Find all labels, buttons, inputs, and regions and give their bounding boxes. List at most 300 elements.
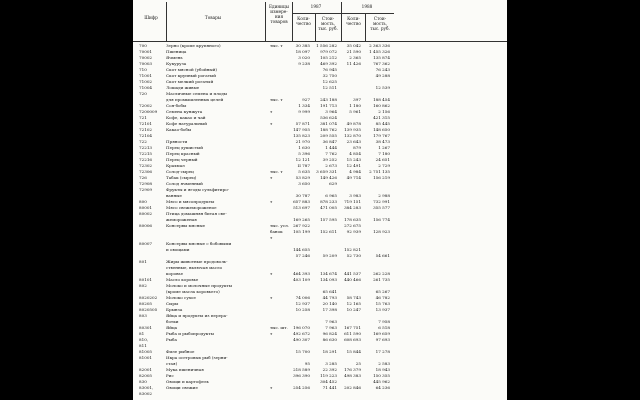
table-row <box>133 91 507 97</box>
table-row <box>133 349 507 355</box>
table-row <box>133 127 507 133</box>
cell-q88: 178 635 <box>344 217 361 222</box>
cell-code: 82001 <box>139 367 153 372</box>
cell-name: Скот крупный рогатый <box>166 73 216 78</box>
cell-name: коровье <box>166 271 184 276</box>
cell-name: Икра осетровых рыб (зерни- <box>166 355 228 360</box>
cell-v88: 24 651 <box>375 157 390 162</box>
cell-code: 710 <box>139 67 147 72</box>
cell-v87: 3 659 331 <box>316 169 337 174</box>
table-row <box>133 331 507 337</box>
cell-name: Птица домашняя битая све- <box>166 211 227 216</box>
header-value-1988: Стои- мость, тыс. руб. <box>370 16 390 31</box>
cell-q87: 95 <box>304 361 310 366</box>
cell-v87: 536 624 <box>320 115 337 120</box>
cell-name: ботки <box>166 319 179 324</box>
cell-code: 80002 <box>139 211 153 216</box>
table-row <box>133 139 507 145</box>
cell-v87: 36 847 <box>322 139 337 144</box>
table-row <box>133 199 507 205</box>
cell-v88: 2 729 <box>378 163 390 168</box>
cell-name: Солод-сырец <box>166 169 194 174</box>
cell-q88: 21 590 <box>346 49 361 54</box>
cell-code: 830 <box>139 379 147 384</box>
cell-name: Кофе, какао и чай <box>166 115 206 120</box>
table-row <box>133 85 507 91</box>
cell-v87: 76 945 <box>322 67 337 72</box>
table-row <box>133 157 507 163</box>
cell-unit: т <box>270 235 273 240</box>
cell-q88: 608 693 <box>344 337 361 342</box>
table-row <box>133 367 507 373</box>
cell-code: 72101 <box>139 121 153 126</box>
table-row <box>133 319 507 325</box>
cell-code: 72104 <box>139 133 153 138</box>
cell-name: Ячмень <box>166 55 183 60</box>
cell-q88: 4 984 <box>349 169 361 174</box>
cell-v88: 12 539 <box>375 85 390 90</box>
cell-name: Жиры животные продоволь- <box>166 259 228 264</box>
cell-q87: 3 650 <box>298 181 310 186</box>
table-row <box>133 73 507 79</box>
cell-q87: 5 635 <box>298 169 310 174</box>
table-header <box>133 0 507 42</box>
cell-v88: 64 236 <box>375 385 390 390</box>
cell-unit: т <box>270 175 273 180</box>
cell-name: Кукуруза <box>166 61 187 66</box>
cell-name: Филе рыбное <box>166 349 195 354</box>
cell-q87: 135 823 <box>293 133 310 138</box>
cell-name: Скот мясной (убойный) <box>166 67 217 72</box>
table-row <box>133 187 507 193</box>
cell-code: 8020202 <box>139 295 158 300</box>
divider <box>365 14 366 41</box>
cell-name: Сыры <box>166 301 179 306</box>
cell-code: 82005 <box>139 373 153 378</box>
cell-v87: 979 072 <box>320 49 337 54</box>
cell-v88: 421 315 <box>373 115 390 120</box>
cell-name: Масличные семена и плоды <box>166 91 228 96</box>
cell-q88: 12 165 <box>346 301 361 306</box>
cell-q87: 12 937 <box>295 301 310 306</box>
cell-v88: 2 156 <box>378 109 390 114</box>
cell-v88: 169 659 <box>373 331 390 336</box>
cell-v87: 2 673 <box>325 163 337 168</box>
cell-unit: тыс. т <box>270 43 283 48</box>
cell-code: 81 <box>139 331 145 336</box>
cell-q87: 5 396 <box>298 151 310 156</box>
cell-unit: т <box>270 331 273 336</box>
cell-v88: 38 473 <box>375 139 390 144</box>
cell-unit: тыс. т <box>270 97 283 102</box>
table-row <box>133 55 507 61</box>
cell-v88: 128 923 <box>373 229 390 234</box>
cell-q88: 2 365 <box>349 55 361 60</box>
cell-q87: 267 922 <box>293 223 310 228</box>
cell-code: 70002 <box>139 55 153 60</box>
cell-name: Кофе натуральный <box>166 121 208 126</box>
cell-code: 802 <box>139 283 147 288</box>
cell-v88: 732 991 <box>373 199 390 204</box>
table-row <box>133 307 507 313</box>
cell-unit: тыс. шт. <box>270 325 288 330</box>
cell-v88: 188 454 <box>373 97 390 102</box>
cell-q87: 147 955 <box>293 127 310 132</box>
cell-q88: 15 844 <box>346 349 361 354</box>
cell-name: Яйца и продукты из перера- <box>166 313 228 318</box>
cell-name: Солод ячменный <box>166 181 203 186</box>
cell-name: Перец красный <box>166 151 200 156</box>
cell-q87: 30 385 <box>295 43 310 48</box>
cell-q88: 719 151 <box>344 199 361 204</box>
cell-unit: т <box>270 109 273 114</box>
cell-v87: 152 611 <box>320 229 337 234</box>
cell-v87: 105 212 <box>320 55 337 60</box>
cell-v87: 381 074 <box>320 121 337 126</box>
cell-code: 80205 <box>139 301 153 306</box>
cell-v87: 209 555 <box>320 133 337 138</box>
cell-v87: 3 285 <box>325 361 337 366</box>
cell-q87: 10 258 <box>295 307 310 312</box>
cell-v88: 85 445 <box>375 121 390 126</box>
cell-code: 80006 <box>139 223 153 228</box>
cell-q88: 498 383 <box>344 373 361 378</box>
cell-v87: 3 964 <box>325 109 337 114</box>
cell-q88: 25 <box>355 361 361 366</box>
cell-name: Пряности <box>166 139 188 144</box>
cell-q88: 272 675 <box>344 223 361 228</box>
table-row <box>133 121 507 127</box>
cell-name: Мясо свежемороженое <box>166 205 217 210</box>
cell-code: 71001 <box>139 73 153 78</box>
cell-q87: 9 238 <box>298 61 310 66</box>
table-row <box>133 79 507 85</box>
cell-name: Табак (сырец) <box>166 175 197 180</box>
cell-code: 72002 <box>139 103 153 108</box>
cell-v87: 471 005 <box>320 205 337 210</box>
cell-q88: 23 643 <box>346 139 361 144</box>
cell-v88: 2 583 <box>378 361 390 366</box>
cell-v87: 65 641 <box>322 289 337 294</box>
cell-v87: 157 595 <box>320 217 337 222</box>
cell-q87: 57 871 <box>295 121 310 126</box>
cell-code: 72215 <box>139 151 153 156</box>
table-row <box>133 115 507 121</box>
cell-q88: 167 751 <box>344 325 361 330</box>
table-row <box>133 277 507 283</box>
cell-q88: 49 878 <box>346 121 361 126</box>
header-qty-1987: Коли- чество <box>296 16 311 26</box>
cell-name: Мясо и мясопродукты <box>166 199 215 204</box>
cell-q87: 21 970 <box>295 139 310 144</box>
cell-v87: 12 511 <box>322 85 337 90</box>
cell-code: 7200009 <box>139 109 158 114</box>
cell-v87: 188 762 <box>320 127 337 132</box>
cell-name: Масло коровье <box>166 277 199 282</box>
cell-v87: 7 963 <box>325 319 337 324</box>
cell-code: 72102 <box>139 127 153 132</box>
cell-v87: 12 625 <box>322 79 337 84</box>
cell-q87: 9 999 <box>298 109 310 114</box>
cell-v87: 71 441 <box>322 385 337 390</box>
cell-q87: 30 787 <box>295 193 310 198</box>
cell-v87: 7 963 <box>325 325 337 330</box>
divider <box>292 2 293 41</box>
table-row <box>133 295 507 301</box>
cell-v88: 156 219 <box>373 175 390 180</box>
cell-q87: 403 109 <box>293 277 310 282</box>
table-row <box>133 97 507 103</box>
cell-name: Мука пшеничная <box>166 367 204 372</box>
cell-code: 80101 <box>139 277 153 282</box>
cell-unit: тыс. усл. <box>270 223 290 228</box>
cell-name: Крахмал <box>166 163 185 168</box>
table-row <box>133 163 507 169</box>
cell-name: Перец душистый <box>166 145 203 150</box>
cell-code: 72908 <box>139 181 153 186</box>
cell-code: 80301 <box>139 325 153 330</box>
cell-name: Соя-бобы <box>166 103 187 108</box>
table-row <box>133 337 507 343</box>
cell-unit: т <box>270 121 273 126</box>
table-row <box>133 385 507 391</box>
cell-q87: 53 829 <box>295 175 310 180</box>
cell-code: 71004 <box>139 85 153 90</box>
header-value-1987: Стои- мость, тыс. руб. <box>318 16 338 31</box>
cell-q87: 144 655 <box>293 247 310 252</box>
header-units: Единицы измере- ния товаров <box>268 4 290 24</box>
divider <box>166 2 167 41</box>
cell-name: Рыба <box>166 337 177 342</box>
header-goods: Товары <box>204 15 222 20</box>
table-row <box>133 343 507 349</box>
table-row <box>133 103 507 109</box>
cell-v87: 304 452 <box>320 379 337 384</box>
cell-q88: 92 939 <box>346 229 361 234</box>
cell-q87: 927 <box>302 97 310 102</box>
table-row <box>133 109 507 115</box>
table-row <box>133 223 507 229</box>
table-row <box>133 205 507 211</box>
cell-name: Консервы мясные с бобовыми <box>166 241 232 246</box>
table-row <box>133 355 507 361</box>
cell-q88: 15 243 <box>346 157 361 162</box>
cell-v87: 18 291 <box>322 349 337 354</box>
cell-v88: 49 288 <box>375 73 390 78</box>
cell-unit: т <box>270 385 273 390</box>
cell-name: стая) <box>166 361 178 366</box>
cell-v87: 32 750 <box>322 73 337 78</box>
cell-v87: 134 674 <box>320 271 337 276</box>
divider <box>292 13 394 14</box>
cell-q88: 12 491 <box>346 163 361 168</box>
cell-name: и овощами <box>166 247 190 252</box>
cell-q87: 218 589 <box>293 367 310 372</box>
cell-q87: 169 265 <box>293 217 310 222</box>
cell-name: Перец черный <box>166 157 198 162</box>
cell-q88: 1 180 <box>349 103 361 108</box>
header-qty-1988: Коли- чество <box>346 16 361 26</box>
cell-q87: 1 630 <box>298 145 310 150</box>
header-year-1987: 1987 <box>310 4 322 9</box>
cell-name: Лошади живые <box>166 85 200 90</box>
cell-q88: 58 743 <box>346 295 361 300</box>
cell-name: Яйца <box>166 325 178 330</box>
table-row <box>133 151 507 157</box>
table-row <box>133 373 507 379</box>
cell-q88: 202 846 <box>344 385 361 390</box>
cell-name: жемороженая <box>166 217 197 222</box>
cell-v88: 156 774 <box>373 217 390 222</box>
table-row <box>133 133 507 139</box>
cell-code: 8020505 <box>139 307 158 312</box>
table-row <box>133 301 507 307</box>
table-row <box>133 247 507 253</box>
cell-unit: т <box>270 295 273 300</box>
cell-v88: 15 763 <box>375 301 390 306</box>
cell-name: Овощи и картофель <box>166 379 209 384</box>
cell-q88: 611 590 <box>344 331 361 336</box>
cell-name: Семена кунжута <box>166 109 203 114</box>
cell-name: Овощи свежие <box>166 385 198 390</box>
cell-q87: 15 700 <box>295 349 310 354</box>
cell-name: Рыба и рыбопродукты <box>166 331 214 336</box>
cell-v88: 767 362 <box>373 61 390 66</box>
table-row <box>133 169 507 175</box>
table-row <box>133 271 507 277</box>
table-row <box>133 193 507 199</box>
cell-q87: 254 256 <box>293 385 310 390</box>
cell-v88: 179 767 <box>373 133 390 138</box>
cell-code: 72306 <box>139 169 153 174</box>
cell-v88: 76 243 <box>375 67 390 72</box>
cell-v88: 54 661 <box>375 253 390 258</box>
cell-v88: 445 962 <box>373 379 390 384</box>
cell-q87: 492 672 <box>293 331 310 336</box>
cell-v87: 17 398 <box>322 307 337 312</box>
cell-unit: т <box>270 199 273 204</box>
table-row <box>133 283 507 289</box>
table-row <box>133 67 507 73</box>
cell-q87: II 787 <box>297 163 310 168</box>
cell-q87: 196 070 <box>293 325 310 330</box>
table-row <box>133 289 507 295</box>
cell-name: Скот мелкий рогатый <box>166 79 214 84</box>
cell-q87: 490 307 <box>293 337 310 342</box>
cell-v88: 262 228 <box>373 271 390 276</box>
cell-code: 720 <box>139 91 147 96</box>
cell-name: ванные <box>166 193 182 198</box>
cell-v87: 243 188 <box>320 97 337 102</box>
cell-unit: тыс. т <box>270 169 283 174</box>
cell-name: Какао-бобы <box>166 127 192 132</box>
cell-q88: 440 466 <box>344 277 361 282</box>
cell-v87: 20 140 <box>322 301 337 306</box>
cell-code: 72216 <box>139 157 153 162</box>
cell-v88: 97 693 <box>375 337 390 342</box>
cell-v87: 22 392 <box>322 367 337 372</box>
cell-q88: 152 821 <box>344 247 361 252</box>
table-row <box>133 43 507 49</box>
table-row <box>133 145 507 151</box>
cell-name: Консервы мясные <box>166 223 206 228</box>
table-row <box>133 217 507 223</box>
cell-name: Брынза <box>166 307 183 312</box>
cell-v87: 1 556 282 <box>316 43 337 48</box>
cell-code: 72213 <box>139 145 153 150</box>
cell-v87: 119 223 <box>320 373 337 378</box>
cell-v88: 6 518 <box>378 325 390 330</box>
cell-q87: 57 246 <box>295 253 310 258</box>
cell-code: 70003 <box>139 61 153 66</box>
cell-q88: 132 870 <box>344 133 361 138</box>
table-row <box>133 259 507 265</box>
cell-v87: 7 762 <box>325 151 337 156</box>
cell-v87: 96 824 <box>322 331 337 336</box>
cell-unit: т <box>270 271 273 276</box>
document-page <box>133 0 507 400</box>
cell-code: 80001 <box>139 205 153 210</box>
cell-q87: 1 334 <box>298 103 310 108</box>
cell-name: (кроме масла коровьего) <box>166 289 220 294</box>
cell-q88: 4 854 <box>349 151 361 156</box>
cell-v88: 1 455 326 <box>369 49 390 54</box>
cell-v87: 469 392 <box>320 61 337 66</box>
cell-name: Молоко сухое <box>166 295 196 300</box>
cell-v88: 65 267 <box>375 289 390 294</box>
cell-q88: 879 <box>353 145 361 150</box>
cell-code: 803 <box>139 313 147 318</box>
cell-code: 721 <box>139 115 147 120</box>
cell-q87: 18 097 <box>295 49 310 54</box>
cell-code: 83001, <box>139 385 154 390</box>
cell-v87: 878 233 <box>320 199 337 204</box>
cell-code: 810, <box>139 337 149 342</box>
cell-q88: 441 537 <box>344 271 361 276</box>
cell-q88: 52 730 <box>346 253 361 258</box>
cell-code: 81005 <box>139 349 153 354</box>
cell-q87: 12 121 <box>295 157 310 162</box>
cell-v88: 2 363 336 <box>369 43 390 48</box>
divider <box>265 2 266 41</box>
cell-v88: 160 862 <box>373 103 390 108</box>
table-row <box>133 391 507 397</box>
table-row <box>133 241 507 247</box>
cell-code: 722 <box>139 139 147 144</box>
cell-q87: 464 393 <box>293 271 310 276</box>
cell-v88: 355 577 <box>373 205 390 210</box>
cell-v87: 149 426 <box>320 175 337 180</box>
cell-code: 800 <box>139 199 147 204</box>
cell-name: для промышленных целей <box>166 97 224 102</box>
cell-name: ственные, включая масло <box>166 265 223 270</box>
cell-q88: 397 <box>353 97 361 102</box>
table-row <box>133 265 507 271</box>
cell-v88: 150 355 <box>373 373 390 378</box>
cell-v88: 17 278 <box>375 349 390 354</box>
table-row <box>133 235 507 241</box>
cell-q88: 3 983 <box>349 193 361 198</box>
cell-name: Фрукты и ягоды сульфитиро- <box>166 187 230 192</box>
cell-v88: 135 874 <box>373 55 390 60</box>
cell-v88: 7 180 <box>378 151 390 156</box>
cell-v88: 7 958 <box>378 319 390 324</box>
cell-v87: 6 965 <box>325 193 337 198</box>
cell-v88: 261 735 <box>373 277 390 282</box>
cell-code: 700 <box>139 43 147 48</box>
cell-code: 81001 <box>139 355 153 360</box>
header-year-1988: 1988 <box>361 4 373 9</box>
